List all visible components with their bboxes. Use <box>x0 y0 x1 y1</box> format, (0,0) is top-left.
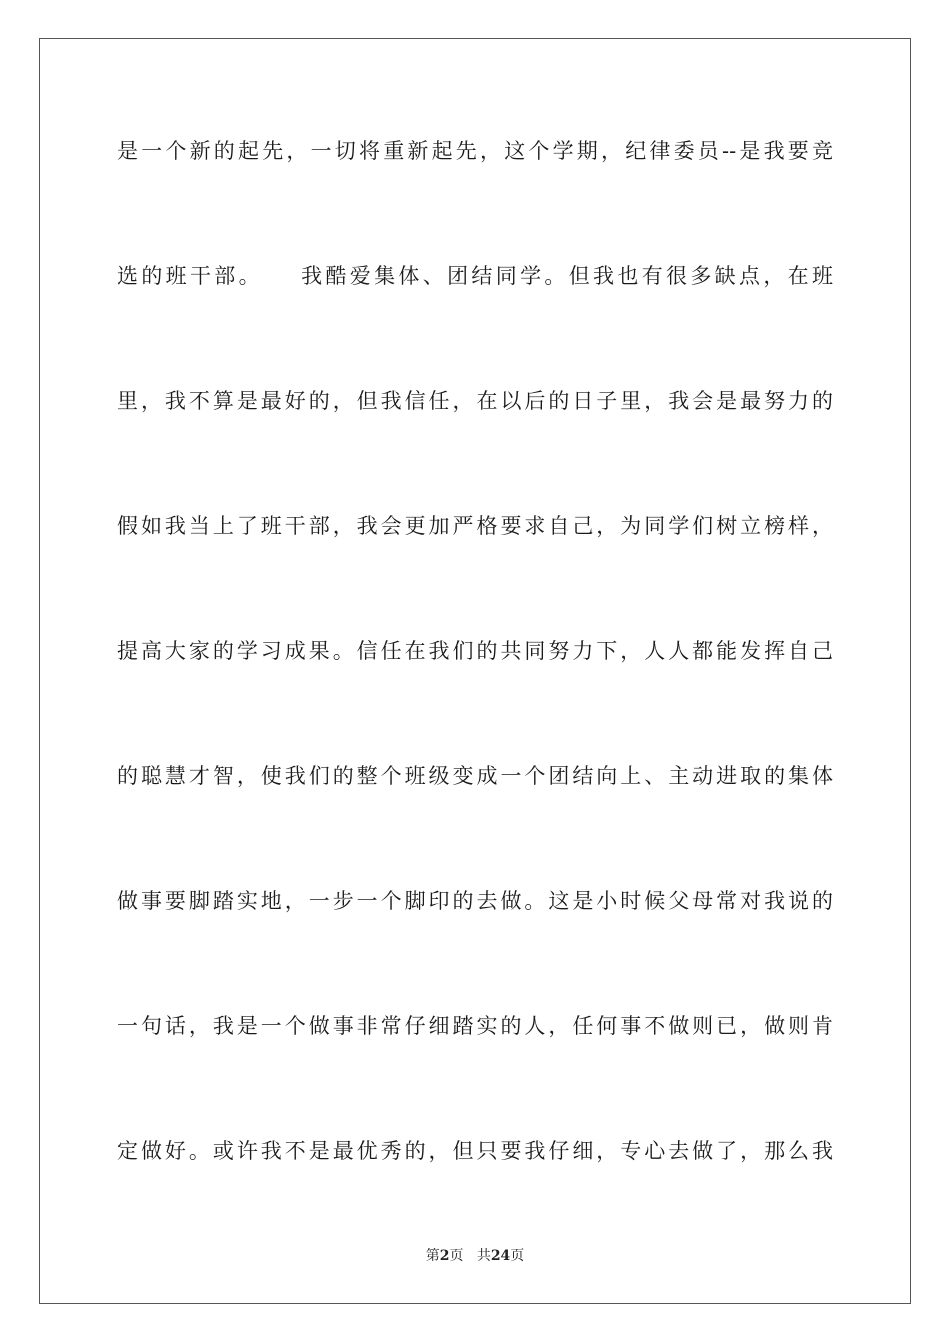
total-prefix: 共 <box>476 1248 491 1264</box>
body-text-line: 假如我当上了班干部，我会更加严格要求自己，为同学们树立榜样， <box>117 514 833 538</box>
page-border <box>39 38 911 1304</box>
body-text-line: 里，我不算是最好的，但我信任，在以后的日子里，我会是最努力的 <box>117 389 833 413</box>
body-text-line: 的聪慧才智，使我们的整个班级变成一个团结向上、主动进取的集体 <box>117 764 833 788</box>
body-text-line: 做事要脚踏实地，一步一个脚印的去做。这是小时候父母常对我说的 <box>117 889 833 913</box>
body-text-line: 是一个新的起先，一切将重新起先，这个学期，纪律委员--是我要竞 <box>117 139 833 163</box>
page-suffix: 页 <box>449 1248 464 1264</box>
body-text-line: 提高大家的学习成果。信任在我们的共同努力下，人人都能发挥自己 <box>117 639 833 663</box>
page-prefix: 第 <box>425 1248 440 1264</box>
page-footer <box>0 1246 950 1266</box>
body-text-line: 一句话，我是一个做事非常仔细踏实的人，任何事不做则已，做则肯 <box>117 1014 833 1038</box>
page-number: 2 <box>439 1248 450 1264</box>
total-pages: 24 <box>490 1248 511 1264</box>
body-text-line: 选的班干部。 我酷爱集体、团结同学。但我也有很多缺点，在班 <box>117 264 833 288</box>
total-suffix: 页 <box>510 1248 525 1264</box>
body-text-line: 定做好。或许我不是最优秀的，但只要我仔细，专心去做了，那么我 <box>117 1139 833 1163</box>
